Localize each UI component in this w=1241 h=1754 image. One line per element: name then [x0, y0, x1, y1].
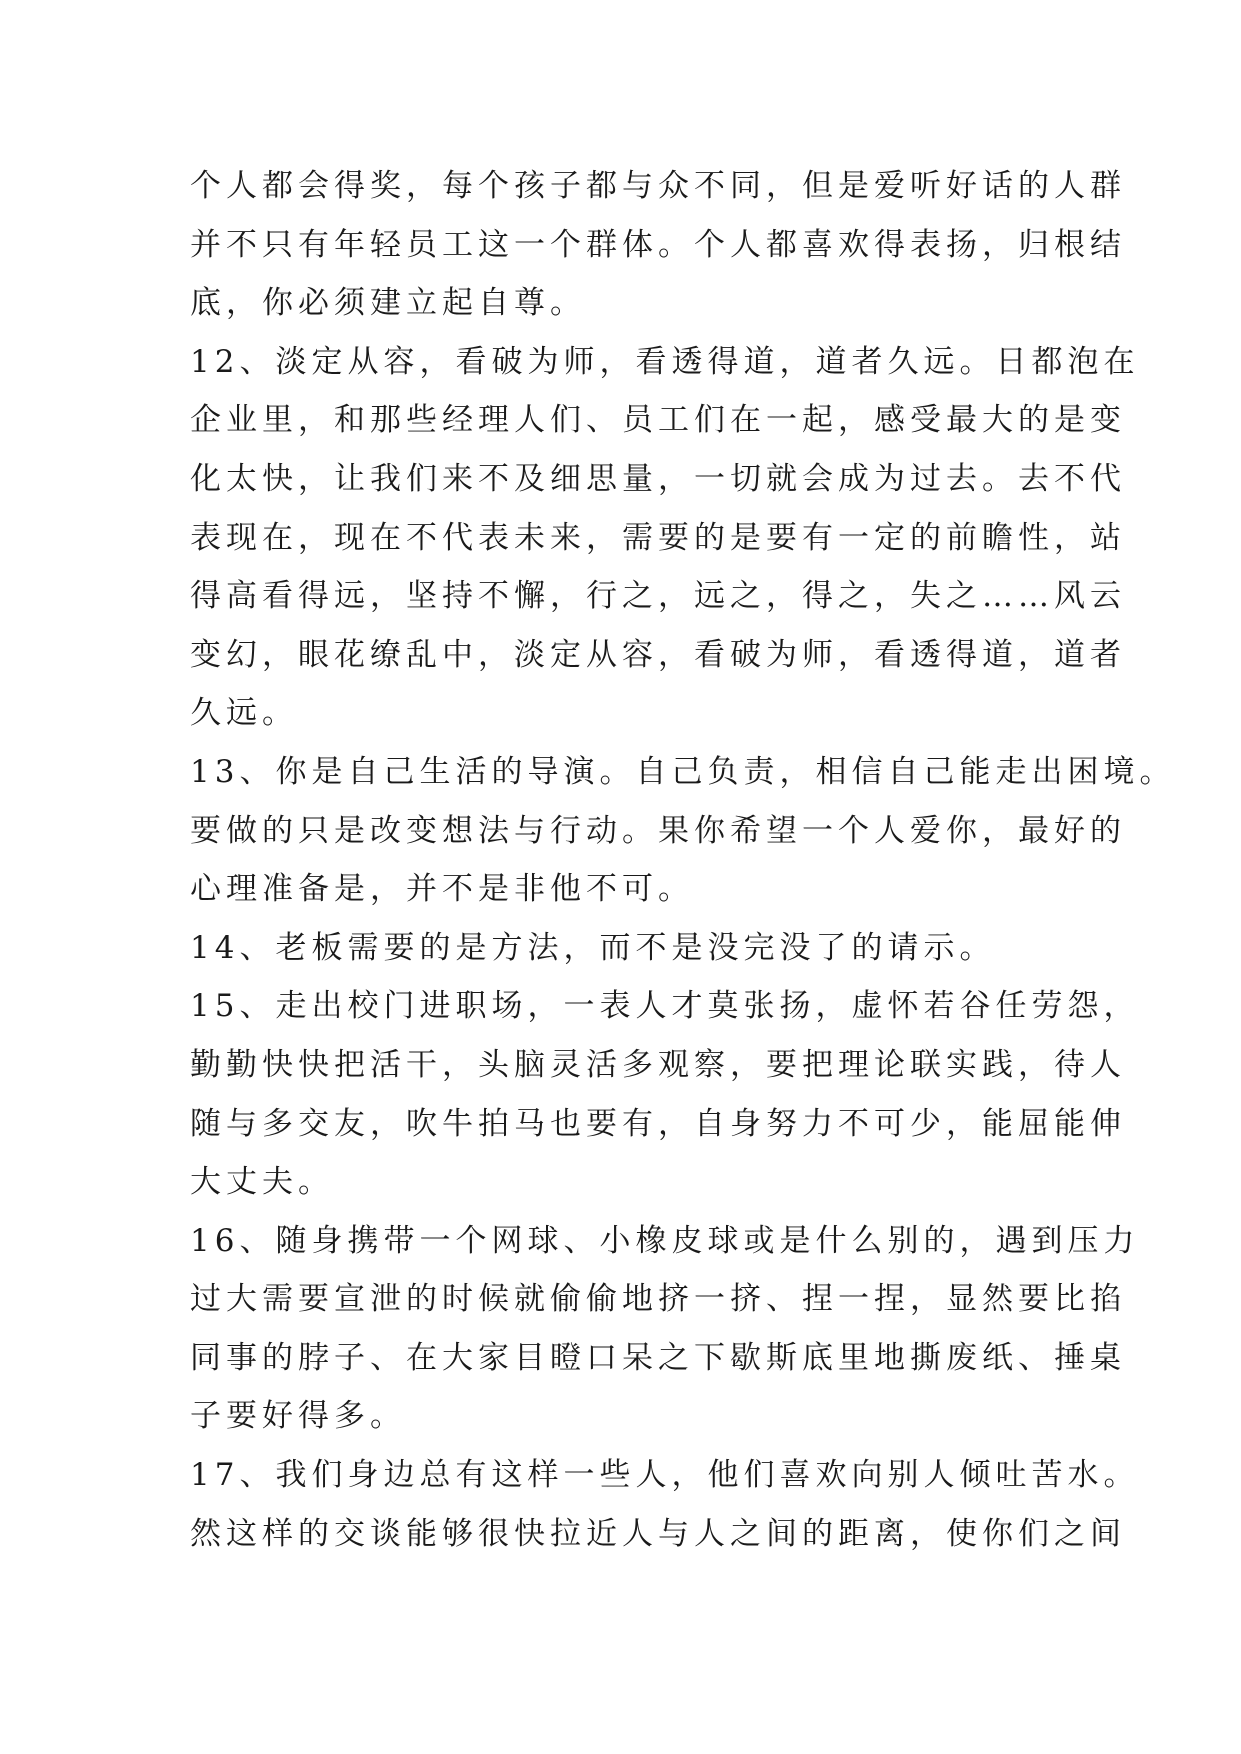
text-line: 15、走出校门进职场，一表人才莫张扬，虚怀若谷任劳怨， — [190, 988, 1140, 1025]
text-line: 同事的脖子、在大家目瞪口呆之下歇斯底里地撕废纸、捶桌 — [190, 1339, 1126, 1376]
text-line: 过大需要宣泄的时候就偷偷地挤一挤、捏一捏，显然要比掐 — [190, 1281, 1126, 1318]
text-line: 17、我们身边总有这样一些人，他们喜欢向别人倾吐苦水。 — [190, 1457, 1140, 1494]
text-line: 随与多交友，吹牛拍马也要有，自身努力不可少，能屈能伸 — [190, 1105, 1126, 1142]
body-text — [190, 157, 1176, 1563]
text-line: 企业里，和那些经理人们、员工们在一起，感受最大的是变 — [190, 402, 1126, 439]
text-line: 表现在，现在不代表未来，需要的是要有一定的前瞻性，站 — [190, 519, 1126, 556]
text-line: 14、老板需要的是方法，而不是没完没了的请示。 — [190, 929, 996, 966]
text-line: 久远。 — [190, 695, 298, 732]
text-line: 12、淡定从容，看破为师，看透得道，道者久远。日都泡在 — [190, 343, 1140, 380]
text-line: 变幻，眼花缭乱中，淡定从容，看破为师，看透得道，道者 — [190, 636, 1126, 673]
text-line: 并不只有年轻员工这一个群体。个人都喜欢得表扬，归根结 — [190, 226, 1126, 263]
text-line: 勤勤快快把活干，头脑灵活多观察，要把理论联实践，待人 — [190, 1046, 1126, 1083]
text-line: 化太快，让我们来不及细思量，一切就会成为过去。去不代 — [190, 460, 1126, 497]
text-line: 13、你是自己生活的导演。自己负责，相信自己能走出困境。 — [190, 753, 1176, 790]
text-line: 然这样的交谈能够很快拉近人与人之间的距离，使你们之间 — [190, 1515, 1126, 1552]
text-line: 心理准备是，并不是非他不可。 — [190, 871, 694, 908]
text-line: 子要好得多。 — [190, 1398, 406, 1435]
text-line: 底，你必须建立起自尊。 — [190, 285, 586, 322]
text-line: 个人都会得奖，每个孩子都与众不同，但是爱听好话的人群 — [190, 168, 1126, 204]
text-line: 16、随身携带一个网球、小橡皮球或是什么别的，遇到压力 — [190, 1222, 1140, 1259]
text-line: 得高看得远，坚持不懈，行之，远之，得之，失之……风云 — [190, 578, 1126, 615]
text-line: 要做的只是改变想法与行动。果你希望一个人爱你，最好的 — [190, 812, 1126, 849]
text-line: 大丈夫。 — [190, 1164, 334, 1201]
